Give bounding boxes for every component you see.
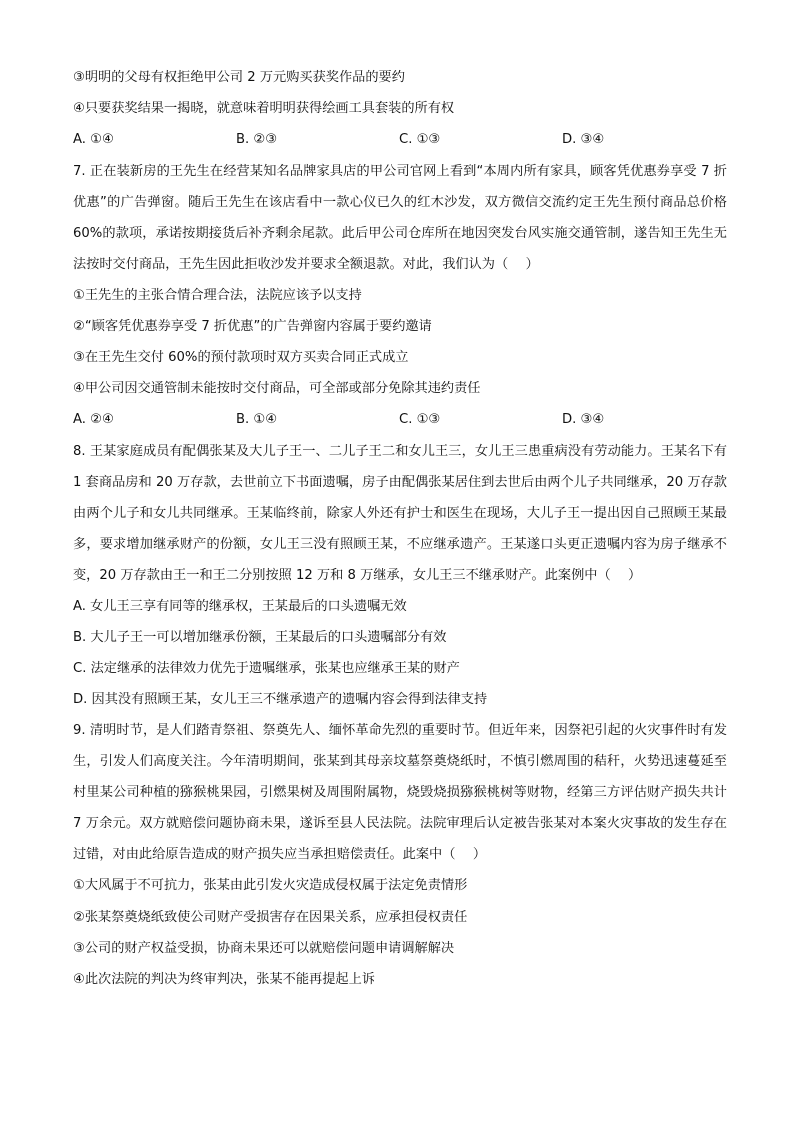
q7-choice-b: B. ①④: [236, 412, 278, 428]
q7-option-1: ①王先生的主张合情合理合法，法院应该予以支持: [73, 287, 362, 303]
q9-option-3: ③公司的财产权益受损，协商未果还可以就赔偿问题申请调解解决: [73, 940, 455, 956]
q9-stem: 9. 清明时节，是人们踏青祭祖、祭奠先人、缅怀革命先烈的重要时节。但近年来，因祭祀引起的火灾事件时有发生，引发人们高度关注。今年清明期间，张某到其母亲坟墓祭奠烧纸时，不慎引燃周围的秸秆，火势迅速蔓延至村里某公司种植的猕猴桃果园，引燃果树及周围附属物，烧毁烧损猕猴桃树等财物，经第三方评估财产损失共计 7 万余元。双方就赔偿问题协商未果，遂诉至县人民法院。法院审理后认定被告张某对本案火灾事故的发生存在过错，对由此给原告造成的财产损失应当承担赔偿责任。此案中（ ）: [73, 723, 727, 863]
q9-option-4: ④此次法院的判决为终审判决，张某不能再提起上诉: [73, 972, 375, 988]
q6-choice-a: A. ①④: [73, 132, 114, 148]
q7-choice-d: D. ③④: [562, 412, 605, 428]
q7-choice-a: A. ②④: [73, 412, 114, 428]
q7-option-3: ③在王先生交付 60%的预付款项时双方买卖合同正式成立: [73, 350, 409, 366]
q7-choice-c: C. ①③: [399, 412, 441, 428]
q8-stem: 8. 王某家庭成员有配偶张某及大儿子王一、二儿子王二和女儿王三，女儿王三患重病没有劳动能力。王某名下有 1 套商品房和 20 万存款，去世前立下书面遗嘱，房子由配偶张某居住到去世后由两个儿子共同继承，20 万存款由两个儿子和女儿共同继承。王某临终前，除家人外还有护士和医生在现场，大儿子王一提出因自己照顾王某最多，要求增加继承财产的份额，女儿王三没有照顾王某，不应继承遗产。王某遂口头更正遗嘱内容为房子继承不变，20 万存款由王一和王二分别按照 12 万和 8 万继承，女儿王三不继承财产。此案例中（ ）: [73, 443, 727, 583]
q6-option-4: ④只要获奖结果一揭晓，就意味着明明获得绘画工具套装的所有权: [73, 101, 455, 117]
q8-option-b: B. 大儿子王一可以增加继承份额，王某最后的口头遗嘱部分有效: [73, 629, 447, 645]
q6-choice-d: D. ③④: [562, 132, 605, 148]
q6-choice-b: B. ②③: [236, 132, 278, 148]
q9-option-2: ②张某祭奠烧纸致使公司财产受损害存在因果关系，应承担侵权责任: [73, 909, 468, 925]
q7-stem: 7. 正在装新房的王先生在经营某知名品牌家具店的甲公司官网上看到“本周内所有家具，顾客凭优惠券享受 7 折优惠”的广告弹窗。随后王先生在该店看中一款心仪已久的红木沙发，双方微信交流约定王先生预付商品总价格 60%的款项，承诺按期接货后补齐剩余尾款。此后甲公司仓库所在地因突发台风实施交通管制，遂告知王先生无法按时交付商品，王先生因此拒收沙发并要求全额退款。对此，我们认为（ ）: [73, 163, 727, 272]
q6-choice-c: C. ①③: [399, 132, 441, 148]
q8-option-a: A. 女儿王三享有同等的继承权，王某最后的口头遗嘱无效: [73, 598, 407, 614]
q6-option-3: ③明明的父母有权拒绝甲公司 2 万元购买获奖作品的要约: [73, 70, 405, 85]
q8-option-d: D. 因其没有照顾王某，女儿王三不继承遗产的遗嘱内容会得到法律支持: [73, 692, 488, 708]
q7-option-4: ④甲公司因交通管制未能按时交付商品，可全部或部分免除其违约责任: [73, 381, 481, 397]
q6-choices: [73, 124, 727, 155]
q7-choices: [73, 404, 727, 435]
q7-option-2: ②“顾客凭优惠券享受 7 折优惠”的广告弹窗内容属于要约邀请: [73, 318, 432, 334]
q8-option-c: C. 法定继承的法律效力优先于遗嘱继承，张某也应继承王某的财产: [73, 661, 460, 677]
q9-option-1: ①大风属于不可抗力，张某由此引发火灾造成侵权属于法定免责情形: [73, 878, 468, 894]
question-content: [73, 62, 727, 995]
